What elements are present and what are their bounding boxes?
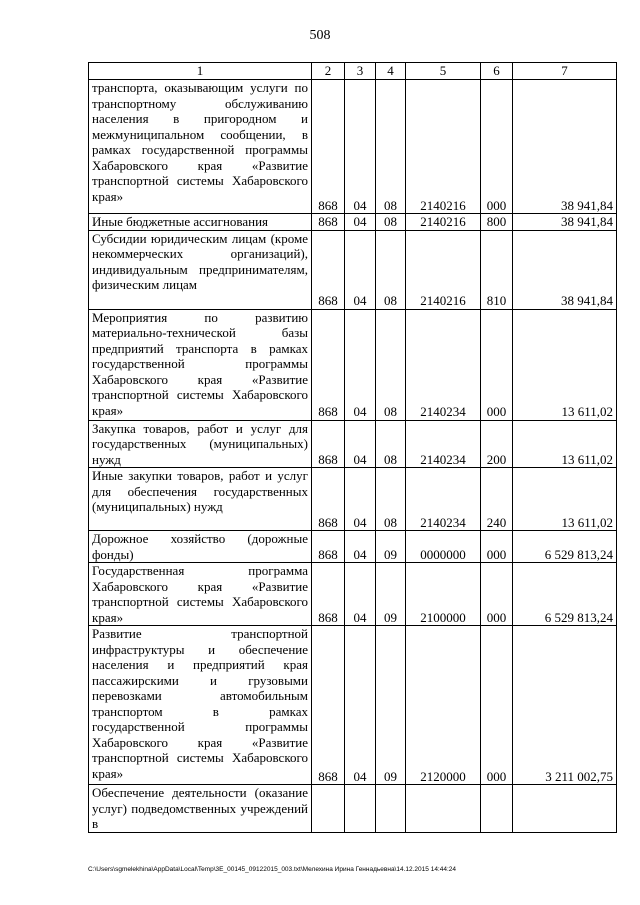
item-description-text: Субсидии юридическим лицам (кроме некоммерческих организаций), индивидуальным предпринимателям, физическим лицам	[92, 230, 308, 292]
ved-code-cell: 868	[312, 214, 345, 231]
item-description-text: Развитие транспортной инфраструктуры и обеспечение населения и предприятий края пассажирскими и грузовыми перевозками автомобильным транспортом в рамках государственной программы Хабаровского края «Развитие транспортной системы Хабаровского края»	[92, 626, 308, 781]
header-cell: 7	[513, 63, 617, 80]
item-description	[89, 468, 312, 531]
item-description	[89, 230, 312, 309]
subsection-code-cell: 08	[376, 230, 406, 309]
amount-cell: 3 211 002,75	[513, 626, 617, 785]
expense-type-code-cell	[481, 785, 513, 833]
expense-type-code-cell: 000	[481, 80, 513, 214]
ved-code-cell: 868	[312, 230, 345, 309]
target-article-code-cell: 2140234	[406, 468, 481, 531]
item-description-text: транспорта, оказывающим услуги по транспортному обслуживанию населения в пригородном и межмуниципальном сообщении, в рамках государственной программы Хабаровского края «Развитие транспортной системы Хабаровского края»	[92, 80, 308, 204]
expense-type-code-cell: 240	[481, 468, 513, 531]
page-number: 508	[309, 28, 331, 43]
item-description-text: Мероприятия по развитию материально-технической базы предприятий транспорта в рамках государственной программы Хабаровского края «Развитие транспортной системы Хабаровского края»	[92, 309, 308, 418]
table-row	[89, 309, 617, 420]
ved-code-cell: 868	[312, 468, 345, 531]
subsection-code-cell: 08	[376, 214, 406, 231]
item-description-text: Государственная программа Хабаровского края «Развитие транспортной системы Хабаровского края»	[92, 563, 308, 625]
item-description	[89, 531, 312, 563]
item-description-text: Дорожное хозяйство (дорожные фонды)	[92, 531, 308, 562]
ved-code-cell: 868	[312, 309, 345, 420]
item-description	[89, 563, 312, 626]
amount-cell: 38 941,84	[513, 230, 617, 309]
table-row	[89, 468, 617, 531]
subsection-code-cell: 08	[376, 468, 406, 531]
amount-cell: 13 611,02	[513, 468, 617, 531]
item-description-text: Иные закупки товаров, работ и услуг для обеспечения государственных (муниципальных) нужд	[92, 468, 308, 514]
section-code-cell: 04	[345, 230, 376, 309]
ved-code-cell: 868	[312, 563, 345, 626]
item-description-text: Иные бюджетные ассигнования	[92, 214, 269, 229]
item-description	[89, 80, 312, 214]
ved-code-cell: 868	[312, 626, 345, 785]
amount-cell	[513, 785, 617, 833]
expense-type-code-cell: 810	[481, 230, 513, 309]
subsection-code-cell: 09	[376, 626, 406, 785]
item-description	[89, 626, 312, 785]
section-code-cell	[345, 785, 376, 833]
expense-type-code-cell: 200	[481, 420, 513, 468]
subsection-code-cell	[376, 785, 406, 833]
header-cell: 4	[376, 63, 406, 80]
target-article-code-cell: 2140234	[406, 420, 481, 468]
subsection-code-cell: 08	[376, 80, 406, 214]
item-description	[89, 214, 312, 231]
subsection-code-cell: 09	[376, 563, 406, 626]
section-code-cell: 04	[345, 420, 376, 468]
expense-type-code-cell: 000	[481, 531, 513, 563]
section-code-cell: 04	[345, 80, 376, 214]
target-article-code-cell: 2140216	[406, 80, 481, 214]
section-code-cell: 04	[345, 214, 376, 231]
target-article-code-cell: 0000000	[406, 531, 481, 563]
subsection-code-cell: 08	[376, 309, 406, 420]
expense-type-code-cell: 000	[481, 563, 513, 626]
section-code-cell: 04	[345, 468, 376, 531]
budget-table	[88, 62, 617, 833]
table-row	[89, 80, 617, 214]
ved-code-cell: 868	[312, 80, 345, 214]
item-description	[89, 309, 312, 420]
header-cell: 6	[481, 63, 513, 80]
table-row	[89, 563, 617, 626]
amount-cell: 38 941,84	[513, 80, 617, 214]
target-article-code-cell: 2140216	[406, 214, 481, 231]
table-row	[89, 230, 617, 309]
section-code-cell: 04	[345, 531, 376, 563]
target-article-code-cell: 2140216	[406, 230, 481, 309]
amount-cell: 13 611,02	[513, 309, 617, 420]
item-description-text: Обеспечение деятельности (оказание услуг) подведомственных учреждений в	[92, 785, 308, 831]
amount-cell: 13 611,02	[513, 420, 617, 468]
subsection-code-cell: 08	[376, 420, 406, 468]
header-cell: 3	[345, 63, 376, 80]
ved-code-cell	[312, 785, 345, 833]
section-code-cell: 04	[345, 563, 376, 626]
target-article-code-cell	[406, 785, 481, 833]
item-description-text: Закупка товаров, работ и услуг для государственных (муниципальных) нужд	[92, 420, 308, 467]
table-row	[89, 214, 617, 231]
section-code-cell: 04	[345, 309, 376, 420]
table-row	[89, 785, 617, 833]
table-row	[89, 626, 617, 785]
ved-code-cell: 868	[312, 531, 345, 563]
expense-type-code-cell: 000	[481, 309, 513, 420]
header-row	[89, 63, 617, 80]
header-cell: 2	[312, 63, 345, 80]
subsection-code-cell: 09	[376, 531, 406, 563]
ved-code-cell: 868	[312, 420, 345, 468]
table-row	[89, 420, 617, 468]
amount-cell: 38 941,84	[513, 214, 617, 231]
target-article-code-cell: 2100000	[406, 563, 481, 626]
file-path-footer: C:\Users\sgmelekhina\AppData\Local\Temp\3E_00145_09122015_003.txt\Мелехина Ирина Геннадьевна\14.12.2015 14:44:24	[88, 866, 457, 873]
item-description	[89, 785, 312, 833]
expense-type-code-cell: 800	[481, 214, 513, 231]
section-code-cell: 04	[345, 626, 376, 785]
target-article-code-cell: 2140234	[406, 309, 481, 420]
expense-type-code-cell: 000	[481, 626, 513, 785]
amount-cell: 6 529 813,24	[513, 563, 617, 626]
table-row	[89, 531, 617, 563]
header-cell: 1	[89, 63, 312, 80]
item-description	[89, 420, 312, 468]
header-cell: 5	[406, 63, 481, 80]
amount-cell: 6 529 813,24	[513, 531, 617, 563]
target-article-code-cell: 2120000	[406, 626, 481, 785]
